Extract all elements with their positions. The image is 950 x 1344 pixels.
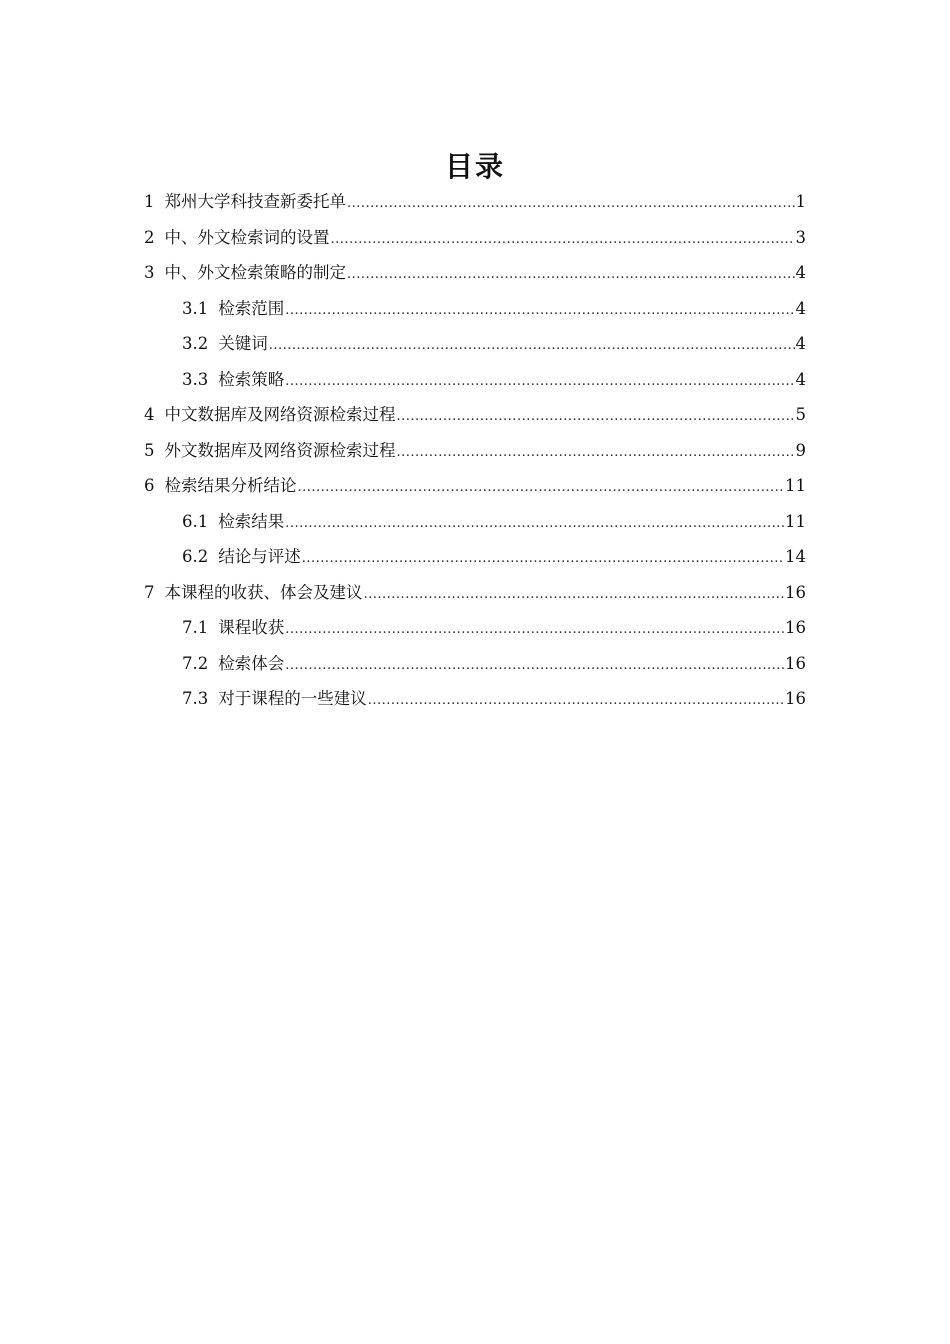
toc-entry-label: 结论与评述 (218, 547, 301, 566)
toc-entry-label: 外文数据库及网络资源检索过程 (164, 440, 396, 460)
toc-entry-number: 3 (144, 263, 155, 282)
toc-entry-label: 检索结果 (218, 511, 285, 531)
toc-entry-3-1[interactable] (144, 291, 806, 327)
toc-dot-leader (269, 328, 795, 364)
toc-entry-label: 检索体会 (218, 653, 285, 673)
toc-entry-page: 4 (795, 369, 806, 389)
toc-dot-leader (397, 435, 795, 471)
toc-entry-page: 16 (785, 689, 806, 708)
toc-dot-leader (302, 541, 784, 577)
toc-entry-page: 16 (785, 582, 806, 602)
toc-entry-3-3[interactable] (144, 362, 806, 398)
toc-entry-page: 1 (795, 192, 806, 211)
toc-entry-7-1[interactable] (144, 610, 806, 646)
toc-entry-3-2[interactable] (144, 326, 806, 362)
toc-entry-label: 关键词 (218, 334, 268, 353)
toc-dot-leader (347, 186, 795, 222)
toc-entry-6-1[interactable] (144, 504, 806, 540)
toc-entry-7-2[interactable] (144, 646, 806, 682)
toc-entry-number: 5 (144, 440, 155, 460)
toc-entry-label: 中、外文检索策略的制定 (164, 263, 346, 282)
toc-entry-7[interactable] (144, 575, 806, 611)
toc-entry-2[interactable] (144, 220, 806, 256)
toc-entry-number: 6 (144, 476, 155, 495)
toc-entry-page: 11 (785, 476, 806, 495)
toc-entry-number: 7.3 (182, 689, 209, 708)
toc-entry-number: 7 (144, 582, 155, 602)
toc-dot-leader (368, 683, 784, 719)
toc-dot-leader (285, 506, 784, 542)
toc-dot-leader (364, 577, 785, 613)
toc-entry-label: 课程收获 (218, 618, 285, 637)
toc-entry-number: 3.3 (182, 369, 209, 389)
toc-entry-number: 6.2 (182, 547, 209, 566)
toc-entry-label: 本课程的收获、体会及建议 (164, 582, 363, 602)
toc-entry-label: 检索范围 (218, 298, 285, 318)
toc-dot-leader (298, 470, 785, 506)
toc-dot-leader (285, 293, 794, 329)
toc-dot-leader (285, 612, 784, 648)
toc-dot-leader (397, 399, 795, 435)
toc-entry-page: 5 (795, 405, 806, 424)
toc-dot-leader (285, 648, 784, 684)
toc-entry-label: 中文数据库及网络资源检索过程 (164, 405, 396, 424)
toc-entry-page: 4 (795, 334, 806, 353)
toc-dot-leader (347, 257, 795, 293)
toc-dot-leader (285, 364, 794, 400)
table-of-contents (144, 184, 806, 717)
toc-entry-page: 3 (795, 227, 806, 247)
toc-entry-3[interactable] (144, 255, 806, 291)
toc-entry-label: 检索策略 (218, 369, 285, 389)
toc-entry-number: 3.1 (182, 298, 209, 318)
toc-entry-label: 对于课程的一些建议 (218, 689, 367, 708)
toc-entry-page: 9 (795, 440, 806, 460)
toc-entry-page: 16 (785, 618, 806, 637)
toc-entry-6-2[interactable] (144, 539, 806, 575)
toc-entry-page: 11 (785, 511, 806, 531)
toc-entry-7-3[interactable] (144, 681, 806, 717)
toc-entry-label: 检索结果分析结论 (164, 476, 297, 495)
toc-entry-number: 3.2 (182, 334, 209, 353)
toc-dot-leader (331, 222, 795, 258)
toc-entry-number: 4 (144, 405, 155, 424)
toc-entry-page: 14 (785, 547, 806, 566)
toc-entry-4[interactable] (144, 397, 806, 433)
toc-entry-6[interactable] (144, 468, 806, 504)
toc-entry-label: 中、外文检索词的设置 (164, 227, 330, 247)
toc-entry-number: 6.1 (182, 511, 209, 531)
toc-entry-number: 7.2 (182, 653, 209, 673)
toc-entry-5[interactable] (144, 433, 806, 469)
toc-entry-number: 7.1 (182, 618, 209, 637)
toc-title: 目录 (444, 149, 505, 183)
toc-entry-1[interactable] (144, 184, 806, 220)
toc-entry-number: 1 (144, 192, 155, 211)
toc-entry-page: 4 (795, 263, 806, 282)
toc-entry-label: 郑州大学科技查新委托单 (164, 192, 346, 211)
toc-entry-number: 2 (144, 227, 155, 247)
toc-entry-page: 16 (785, 653, 806, 673)
toc-entry-page: 4 (795, 298, 806, 318)
